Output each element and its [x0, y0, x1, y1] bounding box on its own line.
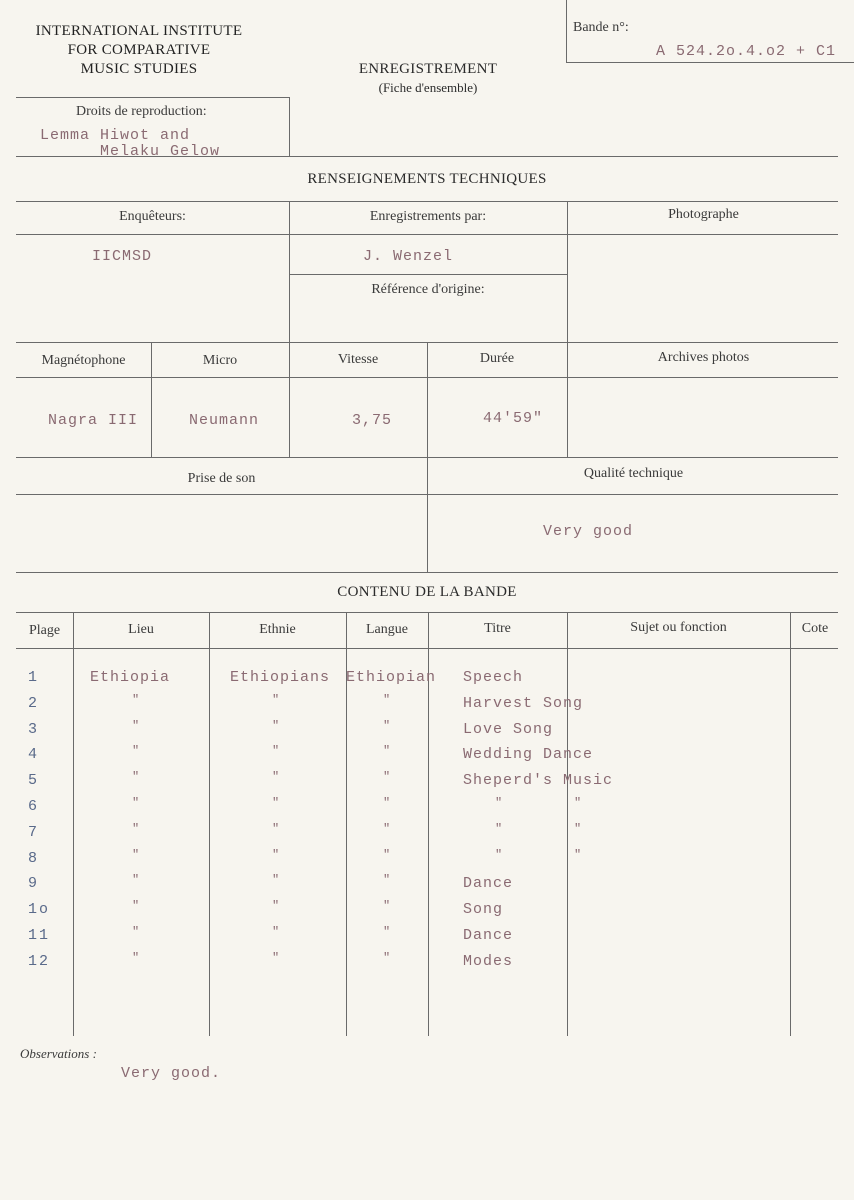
- row-plage: 11: [28, 927, 51, 944]
- plage-header: Plage: [28, 623, 61, 638]
- row-ethnie: ": [272, 796, 281, 810]
- row-ethnie: ": [272, 899, 281, 914]
- row-plage: 8: [28, 849, 40, 867]
- droits-line-2: Melaku Gelow: [100, 143, 221, 157]
- duree-value: 44'59": [483, 410, 544, 427]
- row-lieu: ": [132, 950, 141, 965]
- row-titre: ": [495, 821, 504, 836]
- row-plage: 9: [28, 875, 40, 893]
- prise-de-son-label: Prise de son: [187, 471, 256, 486]
- row-langue: Ethiopian: [346, 669, 437, 686]
- row-titre: Sheperd's Music: [463, 772, 614, 790]
- duree-header: Durée: [479, 351, 515, 366]
- row-titre: Speech: [463, 669, 524, 686]
- row-titre: Song: [463, 901, 504, 919]
- titre-header: Titre: [484, 621, 511, 636]
- row-langue: ": [383, 847, 392, 862]
- observations-label: Observations :: [20, 1046, 97, 1061]
- row-langue: ": [383, 744, 392, 759]
- row-ethnie: ": [272, 718, 281, 733]
- row-plage: 12: [28, 952, 51, 970]
- row-ethnie: ": [272, 692, 281, 707]
- droits-line-1: Lemma Hiwot and: [40, 127, 191, 144]
- row-langue: ": [383, 770, 392, 785]
- vitesse-value: 3,75: [352, 412, 393, 429]
- reference-label: Référence d'origine:: [371, 282, 485, 297]
- qualite-value: Very good: [543, 523, 634, 540]
- row-ethnie: ": [272, 925, 281, 939]
- photographe-label: Photographe: [668, 207, 739, 222]
- row-lieu: ": [132, 847, 141, 862]
- micro-value: Neumann: [189, 412, 260, 429]
- row-ethnie: ": [272, 873, 281, 888]
- contenu-title: CONTENU DE LA BANDE: [337, 584, 517, 600]
- enqueteurs-value: IICMSD: [92, 248, 153, 265]
- row-ethnie: ": [272, 744, 281, 759]
- row-plage: 3: [28, 720, 40, 738]
- ethnie-header: Ethnie: [259, 622, 296, 637]
- form-subtitle: (Fiche d'ensemble): [378, 80, 478, 95]
- row-titre: Modes: [463, 952, 514, 970]
- row-lieu: ": [132, 718, 141, 733]
- sujet-header: Sujet ou fonction: [630, 620, 727, 635]
- enqueteurs-label: Enquêteurs:: [119, 209, 186, 224]
- row-titre: Wedding Dance: [463, 746, 594, 764]
- row-langue: ": [383, 899, 392, 914]
- row-lieu: ": [132, 770, 141, 785]
- row-plage: 4: [28, 746, 40, 764]
- row-lieu: ": [132, 692, 141, 707]
- row-plage: 5: [28, 772, 40, 790]
- row-lieu: Ethiopia: [90, 669, 171, 686]
- form-title: ENREGISTREMENT: [358, 61, 498, 77]
- row-titre: ": [495, 847, 504, 862]
- lieu-header: Lieu: [128, 622, 154, 637]
- row-plage: 7: [28, 823, 40, 841]
- row-sujet: ": [574, 821, 583, 836]
- row-lieu: ": [132, 744, 141, 759]
- row-titre: ": [495, 796, 504, 810]
- row-lieu: ": [132, 873, 141, 888]
- enregistrements-label: Enregistrements par:: [369, 209, 487, 224]
- observations-value: Very good.: [121, 1065, 222, 1082]
- row-langue: ": [383, 718, 392, 733]
- row-langue: ": [383, 821, 392, 836]
- row-ethnie: ": [272, 950, 281, 965]
- renseignements-title: RENSEIGNEMENTS TECHNIQUES: [307, 171, 547, 187]
- row-sujet: ": [574, 796, 583, 810]
- vitesse-header: Vitesse: [337, 352, 379, 367]
- row-lieu: ": [132, 899, 141, 914]
- archives-header: Archives photos: [657, 350, 750, 365]
- row-langue: ": [383, 796, 392, 810]
- bande-label: Bande n°:: [573, 20, 629, 35]
- row-langue: ": [383, 692, 392, 707]
- row-ethnie: ": [272, 770, 281, 785]
- row-titre: Harvest Song: [463, 694, 584, 712]
- row-lieu: ": [132, 925, 141, 939]
- magnetophone-value: Nagra III: [48, 412, 139, 429]
- row-langue: ": [383, 950, 392, 965]
- row-plage: 1: [28, 669, 40, 686]
- row-ethnie: ": [272, 821, 281, 836]
- row-langue: ": [383, 925, 392, 939]
- row-titre: Dance: [463, 875, 514, 893]
- row-lieu: ": [132, 796, 141, 810]
- qualite-label: Qualité technique: [583, 466, 684, 481]
- institute-name: [14, 22, 264, 79]
- bande-value: A 524.2o.4.o2 + C1: [656, 43, 837, 60]
- row-ethnie: Ethiopians: [230, 669, 331, 686]
- row-titre: Dance: [463, 927, 514, 944]
- institute-line-2: FOR COMPARATIVE: [67, 42, 211, 58]
- row-plage: 6: [28, 798, 40, 815]
- cote-header: Cote: [801, 621, 829, 636]
- row-sujet: ": [574, 847, 583, 862]
- institute-line-1: INTERNATIONAL INSTITUTE: [35, 23, 243, 39]
- row-plage: 2: [28, 694, 40, 712]
- row-plage: 1o: [28, 901, 51, 919]
- row-lieu: ": [132, 821, 141, 836]
- institute-line-3: MUSIC STUDIES: [80, 61, 198, 77]
- row-ethnie: ": [272, 847, 281, 862]
- row-langue: ": [383, 873, 392, 888]
- enregistrements-value: J. Wenzel: [363, 248, 454, 265]
- row-titre: Love Song: [463, 720, 554, 738]
- micro-header: Micro: [202, 353, 238, 368]
- magnetophone-header: Magnétophone: [41, 353, 126, 368]
- droits-label: Droits de reproduction:: [76, 104, 207, 119]
- langue-header: Langue: [366, 622, 408, 637]
